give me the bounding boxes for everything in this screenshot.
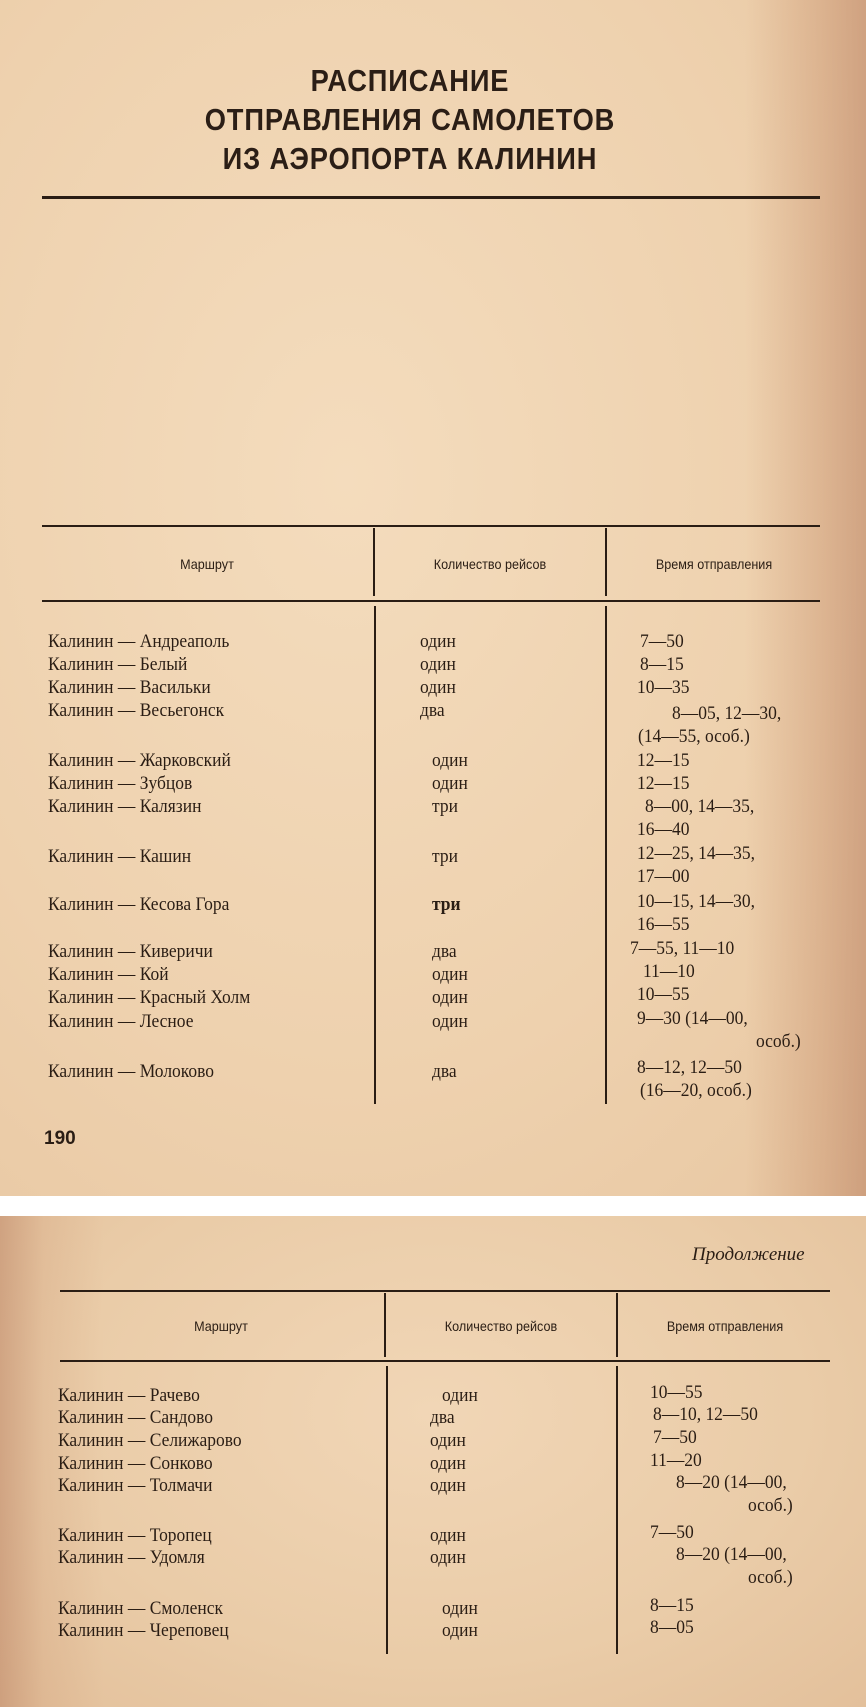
column-divider-2 — [605, 606, 607, 1104]
time-kalyazin-2: 16—40 — [637, 819, 690, 840]
time-kesova-gora-1: 10—15, 14—30, — [637, 891, 755, 912]
route-kalyazin: Калинин — Калязин — [48, 796, 202, 817]
header-count: Количество рейсов — [433, 556, 547, 572]
route-cherepovets: Калинин — Череповец — [58, 1620, 229, 1641]
time-toropets: 7—50 — [650, 1522, 694, 1543]
route-sandovo: Калинин — Сандово — [58, 1407, 213, 1428]
time-tolmachi-1: 8—20 (14—00, — [676, 1472, 787, 1493]
time-rachevo: 10—55 — [650, 1382, 703, 1403]
time-udomlya-2: особ.) — [748, 1567, 793, 1588]
count-molokovo: два — [432, 1061, 457, 1082]
count-selizharovo: один — [430, 1430, 466, 1451]
time-vesyegonsk-1: 8—05, 12—30, — [672, 703, 782, 724]
count-kalyazin: три — [432, 796, 458, 817]
count-vasilki: один — [420, 677, 456, 698]
time-vesyegonsk-2: (14—55, особ.) — [638, 726, 750, 747]
route-krasny-kholm: Калинин — Красный Холм — [48, 987, 251, 1008]
table-top-rule — [60, 1290, 830, 1292]
count-krasny-kholm: один — [432, 987, 468, 1008]
route-kiverichi: Калинин — Киверичи — [48, 941, 213, 962]
count-rachevo: один — [442, 1385, 478, 1406]
header-divider-1 — [384, 1293, 386, 1357]
time-vasilki: 10—35 — [637, 677, 690, 698]
count-vesyegonsk: два — [420, 700, 445, 721]
time-sonkovo: 11—20 — [650, 1450, 702, 1471]
count-kiverichi: два — [432, 941, 457, 962]
count-kashin: три — [432, 846, 458, 867]
route-tolmachi: Калинин — Толмачи — [58, 1475, 213, 1496]
count-zharkovsky: один — [432, 750, 468, 771]
time-tolmachi-2: особ.) — [748, 1495, 793, 1516]
time-krasny-kholm: 10—55 — [637, 984, 690, 1005]
route-vesyegonsk: Калинин — Весьегонск — [48, 700, 225, 721]
count-bely: один — [420, 654, 456, 675]
table-header-rule — [42, 600, 820, 602]
route-rachevo: Калинин — Рачево — [58, 1385, 200, 1406]
route-bely: Калинин — Белый — [48, 654, 188, 675]
page-number: 190 — [44, 1128, 76, 1149]
time-selizharovo: 7—50 — [653, 1427, 697, 1448]
time-sandovo: 8—10, 12—50 — [653, 1404, 758, 1425]
route-selizharovo: Калинин — Селижарово — [58, 1430, 242, 1451]
count-cherepovets: один — [442, 1620, 478, 1641]
route-sonkovo: Калинин — Сонково — [58, 1453, 213, 1474]
count-sandovo: два — [430, 1407, 455, 1428]
route-koy: Калинин — Кой — [48, 964, 169, 985]
time-kiverichi: 7—55, 11—10 — [630, 938, 735, 959]
time-smolensk: 8—15 — [650, 1595, 694, 1616]
header-divider-1 — [373, 528, 375, 596]
count-andreapol: один — [420, 631, 456, 652]
column-divider-2 — [616, 1366, 618, 1654]
route-zubtsov: Калинин — Зубцов — [48, 773, 193, 794]
time-kalyazin-1: 8—00, 14—35, — [645, 796, 755, 817]
route-zharkovsky: Калинин — Жарковский — [48, 750, 231, 771]
count-udomlya: один — [430, 1547, 466, 1568]
time-cherepovets: 8—05 — [650, 1617, 694, 1638]
time-koy: 11—10 — [643, 961, 695, 982]
time-zubtsov: 12—15 — [637, 773, 690, 794]
route-toropets: Калинин — Торопец — [58, 1525, 212, 1546]
continuation-label: Продолжение — [692, 1244, 805, 1265]
header-time: Время отправления — [655, 556, 773, 572]
count-tolmachi: один — [430, 1475, 466, 1496]
header-count: Количество рейсов — [444, 1318, 558, 1334]
count-kesova-gora: три — [432, 894, 461, 915]
route-udomlya: Калинин — Удомля — [58, 1547, 205, 1568]
route-lesnoe: Калинин — Лесное — [48, 1011, 194, 1032]
header-divider-2 — [605, 528, 607, 596]
count-smolensk: один — [442, 1598, 478, 1619]
table-top-rule — [42, 525, 820, 527]
time-kashin-1: 12—25, 14—35, — [637, 843, 755, 864]
time-molokovo-2: (16—20, особ.) — [640, 1080, 752, 1101]
time-kashin-2: 17—00 — [637, 866, 690, 887]
title-line-3: ИЗ АЭРОПОРТА КАЛИНИН — [222, 141, 598, 176]
route-andreapol: Калинин — Андреаполь — [48, 631, 230, 652]
time-lesnoe-2: особ.) — [756, 1031, 801, 1052]
count-sonkovo: один — [430, 1453, 466, 1474]
header-time: Время отправления — [666, 1318, 784, 1334]
time-kesova-gora-2: 16—55 — [637, 914, 690, 935]
route-molokovo: Калинин — Молоково — [48, 1061, 215, 1082]
route-smolensk: Калинин — Смоленск — [58, 1598, 224, 1619]
header-route: Маршрут — [194, 1318, 248, 1334]
header-divider-2 — [616, 1293, 618, 1357]
count-zubtsov: один — [432, 773, 468, 794]
column-divider-1 — [386, 1366, 388, 1654]
title-line-1: РАСПИСАНИЕ — [310, 63, 510, 98]
time-bely: 8—15 — [640, 654, 684, 675]
count-koy: один — [432, 964, 468, 985]
header-route: Маршрут — [180, 556, 234, 572]
route-vasilki: Калинин — Васильки — [48, 677, 211, 698]
count-toropets: один — [430, 1525, 466, 1546]
time-andreapol: 7—50 — [640, 631, 684, 652]
route-kashin: Калинин — Кашин — [48, 846, 192, 867]
time-lesnoe-1: 9—30 (14—00, — [637, 1008, 748, 1029]
title-rule — [42, 196, 820, 199]
table-header-rule — [60, 1360, 830, 1362]
count-lesnoe: один — [432, 1011, 468, 1032]
time-molokovo-1: 8—12, 12—50 — [637, 1057, 742, 1078]
book-page-191 — [0, 1216, 866, 1707]
route-kesova-gora: Калинин — Кесова Гора — [48, 894, 230, 915]
title-line-2: ОТПРАВЛЕНИЯ САМОЛЕТОВ — [204, 102, 616, 137]
column-divider-1 — [374, 606, 376, 1104]
time-udomlya-1: 8—20 (14—00, — [676, 1544, 787, 1565]
time-zharkovsky: 12—15 — [637, 750, 690, 771]
